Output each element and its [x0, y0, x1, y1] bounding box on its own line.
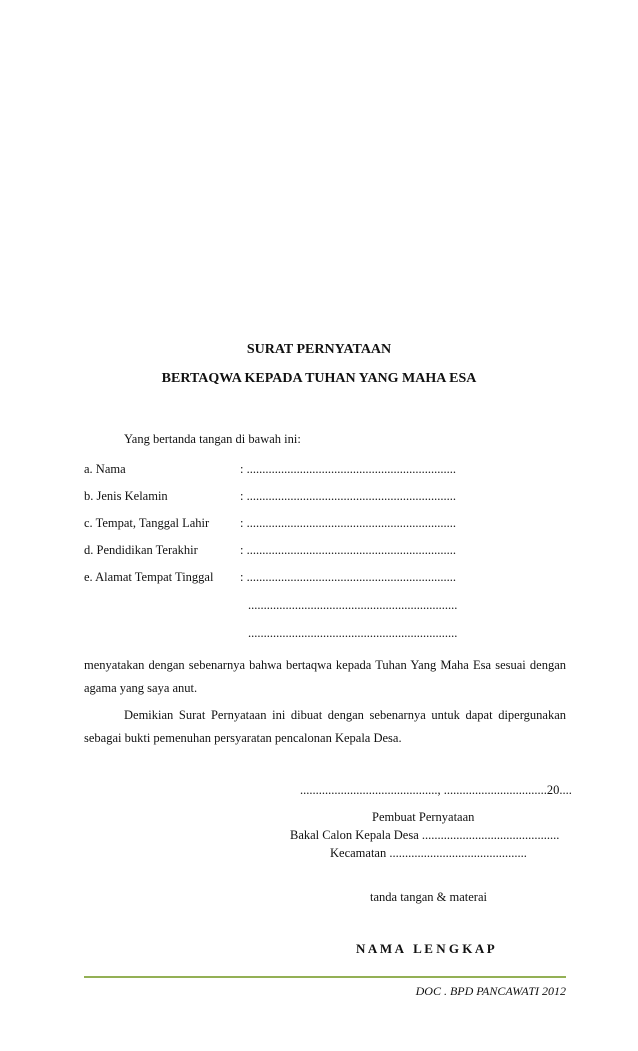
- document-subtitle: BERTAQWA KEPADA TUHAN YANG MAHA ESA: [161, 371, 477, 386]
- place-date-line: ............................................, .................................20....: [300, 783, 572, 797]
- address-continuation-2: ...................................................................: [248, 626, 458, 640]
- address-continuation-1: ...................................................................: [248, 598, 458, 612]
- field-label: a. Nama: [84, 462, 126, 476]
- signer-role: Bakal Calon Kepala Desa ............................................: [290, 828, 560, 842]
- intro-text: Yang bertanda tangan di bawah ini:: [124, 432, 301, 446]
- field-value: : ...................................................................: [240, 462, 456, 476]
- sign-note: tanda tangan & materai: [370, 890, 487, 904]
- signer-title: Pembuat Pernyataan: [372, 810, 475, 824]
- field-value: : ...................................................................: [240, 489, 456, 503]
- field-label: c. Tempat, Tanggal Lahir: [84, 516, 210, 530]
- field-label: b. Jenis Kelamin: [84, 489, 168, 503]
- field-label: d. Pendidikan Terakhir: [84, 543, 198, 557]
- field-value: : ...................................................................: [240, 570, 456, 584]
- field-value: : ...................................................................: [240, 543, 456, 557]
- field-value: : ...................................................................: [240, 516, 456, 530]
- field-label: e. Alamat Tempat Tinggal: [84, 570, 214, 584]
- document-title: SURAT PERNYATAAN: [246, 342, 392, 357]
- closing-paragraph: Demikian Surat Pernyataan ini dibuat dengan sebenarnya untuk dapat dipergunakan sebagai bukti pemenuhan persyaratan pencalonan Kepala Desa.: [84, 708, 566, 745]
- statement-paragraph: menyatakan dengan sebenarnya bahwa bertaqwa kepada Tuhan Yang Maha Esa sesuai dengan agama yang saya anut.: [84, 658, 566, 695]
- signer-district: Kecamatan ............................................: [330, 846, 527, 860]
- footer-text: DOC . BPD PANCAWATI 2012: [415, 984, 566, 998]
- full-name-placeholder: N A M A L E N G K A P: [356, 941, 495, 956]
- footer-divider: [84, 976, 566, 978]
